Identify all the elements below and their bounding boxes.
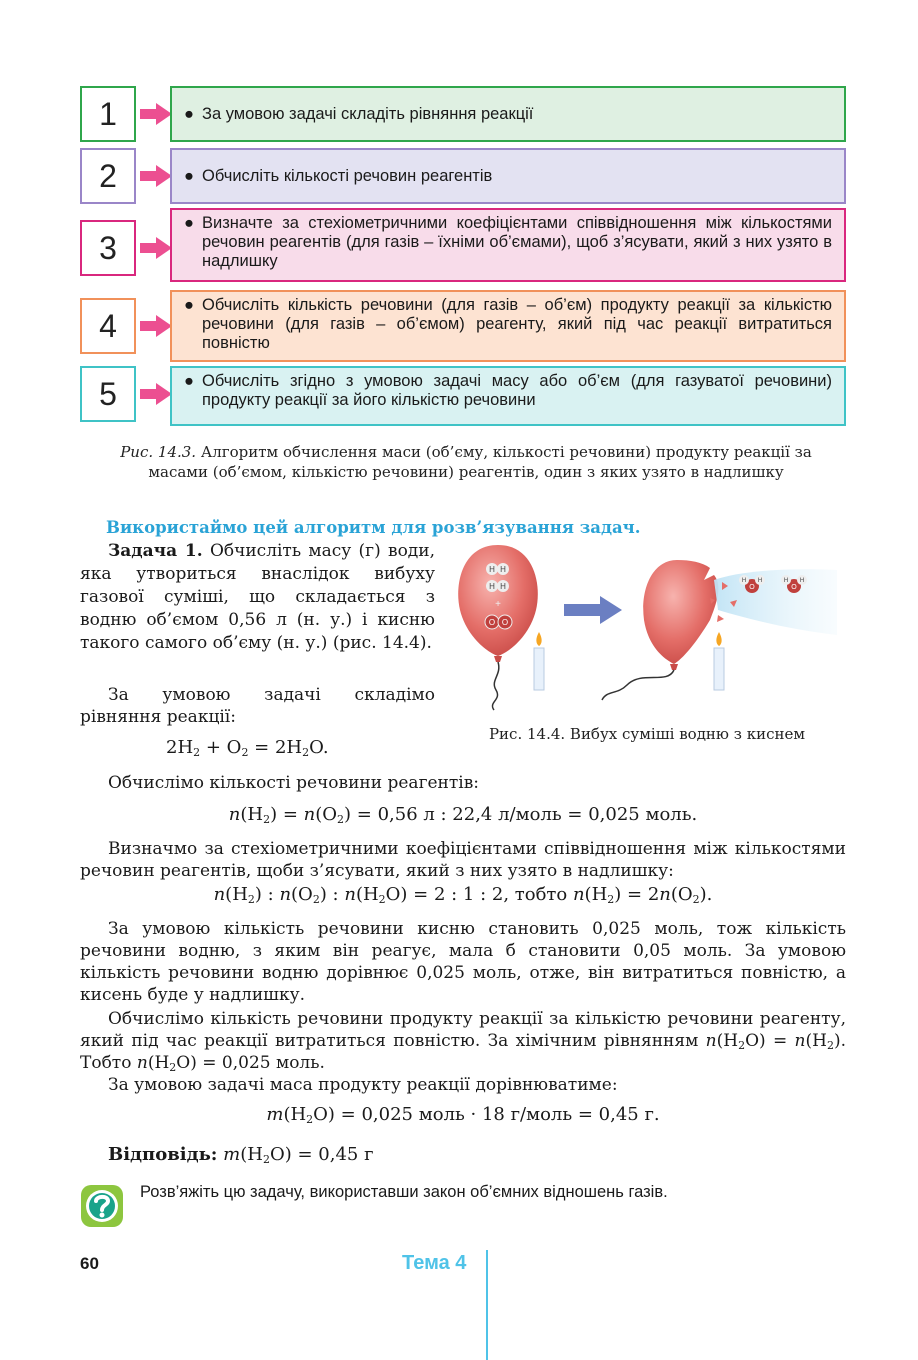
atom-label: H [757, 578, 763, 584]
step-text-box [170, 86, 846, 142]
bullet: ● [184, 296, 194, 314]
step-text-box [170, 290, 846, 362]
arrow-right-icon [564, 596, 622, 624]
bullet: ● [184, 214, 194, 232]
figure-caption: Рис. 14.4. Вибух суміші водню з киснем [488, 725, 806, 743]
reaction-equation: $2H_2 + O_2 = 2H_2O$. [166, 737, 329, 759]
bullet: ● [184, 166, 194, 185]
arrow-right-icon [140, 315, 172, 337]
algorithm-step-1 [80, 86, 846, 142]
answer-label: Відповідь: [108, 1144, 218, 1165]
arrow-right-icon [140, 383, 172, 405]
step-number: 3 [80, 220, 136, 276]
atom-label: O [488, 618, 496, 627]
formula-mass: $m(H_2O) = 0,025$ моль · 18 г/моль = 0,45 г. [266, 1104, 660, 1126]
step-text: Визначте за стехіометричними коефіцієнтами співвідношення між кількостями речовин реагентів (для газів – їхніми об’ємами), щоб з’ясувати, який з них узято в надлишку [202, 214, 832, 270]
candle-icon [714, 632, 724, 690]
candle-icon [534, 632, 544, 690]
arrow-right-icon [140, 165, 172, 187]
page-number: 60 [80, 1254, 99, 1273]
algorithm-step-5 [80, 366, 846, 422]
step-number: 1 [80, 86, 136, 142]
topic-label: Тема 4 [402, 1252, 467, 1274]
bullet: ● [184, 104, 194, 123]
equation-intro: За умовою задачі складімо рівняння реакції: [80, 685, 435, 727]
atom-label: O [791, 584, 797, 591]
task-label: Задача 1. [108, 541, 203, 561]
atom-label: H [500, 582, 506, 591]
figure-caption-text: Алгоритм обчислення маси (об’єму, кількості речовини) продукту реакції за масами (об’ємом, кількістю речовини) реагентів, один з яких узято в надлишку [148, 443, 812, 481]
mass-intro: За умовою задачі маса продукту реакції дорівнюватиме: [108, 1075, 618, 1095]
step-number: 4 [80, 298, 136, 354]
formula-ratio: $n(H_2)$ : $n(O_2)$ : $n(H_2O) = 2$ : 1 : 2, тобто $n(H_2) = 2n(O_2)$. [213, 884, 713, 906]
atom-label: H [799, 578, 805, 584]
step-number: 2 [80, 148, 136, 204]
atom-label: O [749, 584, 755, 591]
atom-label: H [489, 565, 495, 574]
atom-label: H [741, 578, 747, 584]
question-icon [80, 1184, 124, 1228]
figure-caption [100, 442, 832, 482]
algorithm-step-2 [80, 148, 846, 204]
step-number: 5 [80, 366, 136, 422]
section-subheading: Використаймо цей алгоритм для розв’язування задач. [106, 518, 641, 537]
step-text-box [170, 148, 846, 204]
bullet: ● [184, 372, 194, 390]
step-text: Обчисліть кількість речовини (для газів – об’єм) продукту реакції за кількістю речовини (для газів – об’ємом) реагенту, який під час реакції витратиться повністю [202, 296, 832, 352]
step-text: Обчисліть кількості речовин реагентів [202, 166, 493, 185]
product-text-b: Тобто [80, 1053, 132, 1073]
arrow-right-icon [140, 237, 172, 259]
step-text: За умовою задачі складіть рівняння реакції [202, 104, 534, 123]
product-text-a: Обчислімо кількість речовини продукту реакції за кількістю речовини реагенту, який під час реакції витратиться повністю. За хімічним рівнянням [80, 1009, 846, 1051]
arrow-right-icon [140, 103, 172, 125]
algorithm-step-3 [80, 208, 846, 282]
amounts-intro: Обчислімо кількості речовини реагентів: [108, 773, 480, 793]
atom-label: H [489, 582, 495, 591]
answer: Відповідь: $m(H_2O) = 0,45$ г [108, 1144, 374, 1166]
question-text: Розв’яжіть цю задачу, використавши закон об’ємних відношень газів. [140, 1183, 668, 1201]
task-text: Обчисліть масу (г) води, яка утвориться внаслідок вибуху газової суміші, що складається з водню об’ємом 0,56 л (н. у.) і кисню такого самого об’єму (н. у.) (рис. 14.4). [80, 541, 436, 653]
formula-amounts: $n(H_2) = n(O_2) = 0,56$ л : 22,4 л/моль = 0,025 моль. [228, 804, 698, 826]
task-paragraph [80, 540, 435, 655]
figure-label: Рис. 14.3. [120, 443, 197, 461]
step-text-box [170, 366, 846, 426]
atom-label: H [783, 578, 789, 584]
algorithm-step-4 [80, 290, 846, 362]
plus-sign: + [495, 599, 501, 610]
step-text-box [170, 208, 846, 282]
footer-divider [486, 1250, 488, 1360]
step-text: Обчисліть згідно з умовою задачі масу або об’єм (для газуватої речовини) продукту реакції за його кількістю речовини [202, 372, 832, 409]
excess-paragraph: За умовою кількість речовини кисню становить 0,025 моль, тож кількість речовини водню, з яким він реагує, мала б становити 0,05 моль. За умовою кількість речовини водню дорівнює 0,025 моль, отже, він витратиться повністю, а кисень буде у надлишку. [80, 919, 846, 1005]
balloon-explosion-illustration [452, 540, 842, 720]
atom-label: O [501, 618, 509, 627]
atom-label: H [500, 565, 506, 574]
ratio-intro: Визначмо за стехіометричними коефіцієнтами співвідношення між кількостями речовин реагентів, щоби з’ясувати, який з них узято в надлишку: [80, 839, 846, 881]
product-paragraph: Обчислімо кількість речовини продукту реакції за кількістю речовини реагенту, який під час реакції витратиться повністю. За хімічним рівнянням $n(H_2O) = n(H_2)$. Тобто $n(H_2O) = 0,025$ моль. [80, 1009, 847, 1074]
